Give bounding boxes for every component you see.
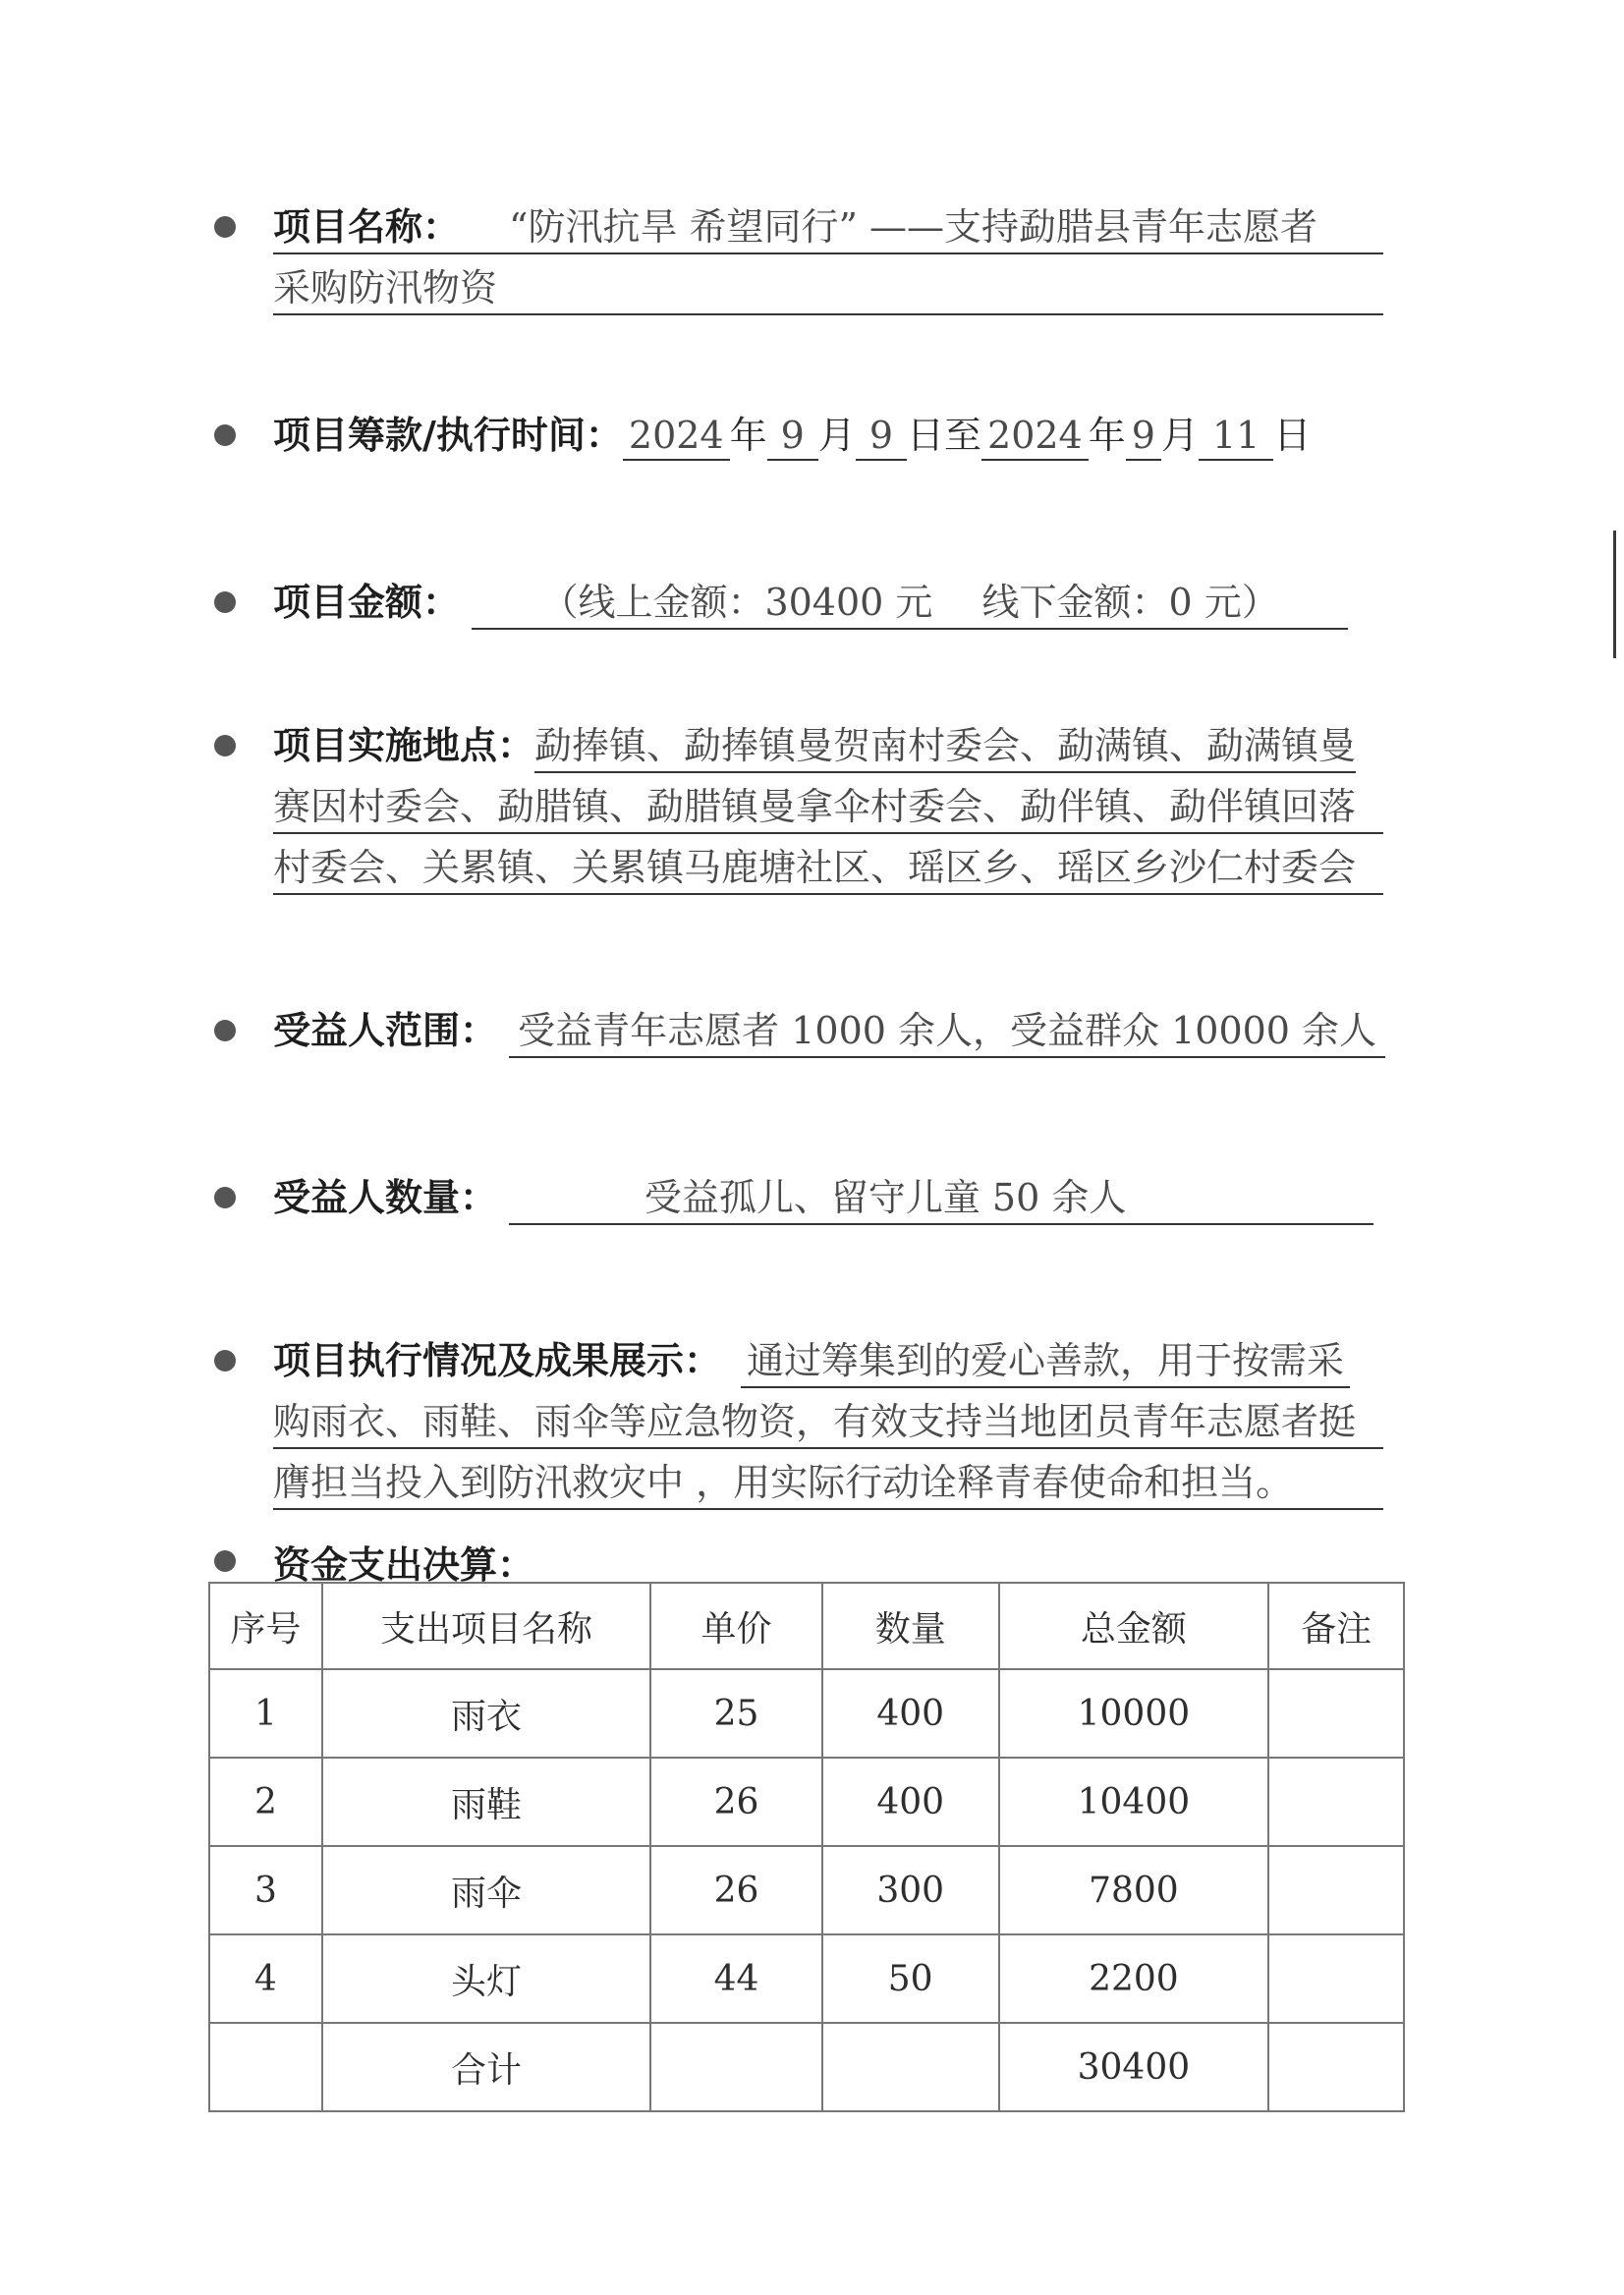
table-row [209,1758,1404,1846]
cell-index: 3 [209,1846,322,1934]
end-month: 9 [1126,414,1161,461]
table-row [209,1846,1404,1934]
cell-unit-price: 26 [650,1846,822,1934]
beneficiary-scope-label: 受益人范围： [273,1008,498,1052]
cell-remarks [1268,1669,1404,1758]
cell-item-name: 雨衣 [322,1669,650,1758]
month-char-2: 月 [1160,414,1199,457]
cell-quantity: 300 [822,1846,999,1934]
cell-index: 2 [209,1758,322,1846]
project-amount-line [273,572,1383,630]
table-header-row [209,1583,1404,1669]
cell-unit-price: 26 [650,1758,822,1846]
execution-label: 项目执行情况及成果展示： [273,1338,722,1382]
header-quantity: 数量 [822,1583,999,1669]
beneficiary-scope-line [273,1000,1383,1058]
project-time-label: 项目筹款/执行时间： [273,413,623,457]
cell-quantity [822,2023,999,2111]
year-char-2: 年 [1088,414,1126,457]
start-day: 9 [856,414,907,461]
cell-quantity: 50 [822,1934,999,2023]
cell-quantity: 400 [822,1669,999,1758]
cell-remarks [1268,1846,1404,1934]
cell-total: 2200 [999,1934,1269,2023]
start-year: 2024 [623,414,730,461]
cell-remarks [1268,1934,1404,2023]
beneficiary-count-line [273,1167,1383,1225]
execution-value-2: 购雨衣、雨鞋、雨伞等应急物资，有效支持当地团员青年志愿者挺 [273,1391,1383,1449]
project-name-value-1: “防汛抗旱 希望同行” ——支持勐腊县青年志愿者 [509,205,1318,249]
execution-value-3: 膺担当投入到防汛救灾中 ，用实际行动诠释青春使命和担当。 [273,1452,1383,1510]
header-item-name: 支出项目名称 [322,1583,650,1669]
beneficiary-scope-value: 受益青年志愿者 1000 余人，受益群众 10000 余人 [509,1000,1385,1058]
header-total: 总金额 [999,1583,1269,1669]
project-amount-value: （线上金额：30400 元 线下金额：0 元） [472,572,1348,630]
month-char-1: 月 [817,414,856,457]
cell-item-name: 雨鞋 [322,1758,650,1846]
execution-value-1: 通过筹集到的爱心善款，用于按需采 [741,1330,1350,1388]
cell-quantity: 400 [822,1758,999,1846]
execution-line-1 [273,1330,1383,1388]
cell-remarks [1268,1758,1404,1846]
cell-index: 4 [209,1934,322,2023]
bullet-icon [214,591,236,613]
project-time-section [214,405,1383,464]
table-row [209,1669,1404,1758]
beneficiary-count-label: 受益人数量： [273,1175,498,1219]
project-location-line-1 [273,715,1383,773]
execution-section [214,1330,1383,1507]
cell-total: 10400 [999,1758,1269,1846]
cell-unit-price [650,2023,822,2111]
bullet-icon [214,1350,236,1371]
header-index: 序号 [209,1583,322,1669]
budget-table [208,1582,1405,2112]
cell-total: 30400 [999,2023,1269,2111]
project-location-value-2: 赛因村委会、勐腊镇、勐腊镇曼拿伞村委会、勐伴镇、勐伴镇回落 [273,776,1383,834]
project-amount-section [214,572,1383,631]
bullet-icon [214,424,236,446]
beneficiary-scope-section [214,1000,1383,1059]
beneficiary-count-value: 受益孤儿、留守儿童 50 余人 [509,1167,1373,1225]
cell-index: 1 [209,1669,322,1758]
beneficiary-count-section [214,1167,1383,1226]
cell-index [209,2023,322,2111]
table-row [209,1934,1404,2023]
budget-section [214,1535,1383,1587]
day-char: 日 [1273,414,1312,457]
header-unit-price: 单价 [650,1583,822,1669]
cell-remarks [1268,2023,1404,2111]
bullet-icon [214,1550,236,1572]
start-month: 9 [767,414,818,461]
project-location-value-3: 村委会、关累镇、关累镇马鹿塘社区、瑶区乡、瑶区乡沙仁村委会 [273,837,1383,895]
table-total-row [209,2023,1404,2111]
project-location-section [214,715,1383,892]
cell-unit-price: 25 [650,1669,822,1758]
project-location-value-1: 勐捧镇、勐捧镇曼贺南村委会、勐满镇、勐满镇曼 [534,715,1356,773]
cell-unit-price: 44 [650,1934,822,2023]
bullet-icon [214,1187,236,1208]
day-to-char: 日至 [907,414,982,457]
project-name-section [214,196,1383,314]
page-scan-edge [1613,531,1616,658]
budget-label: 资金支出决算： [273,1542,535,1587]
end-year: 2024 [981,414,1089,461]
end-day: 11 [1199,414,1273,461]
bullet-icon [214,735,236,756]
header-remarks: 备注 [1268,1583,1404,1669]
project-name-value-2: 采购防汛物资 [273,257,1383,315]
project-time-line [273,405,1383,461]
project-name-label: 项目名称： [273,204,461,249]
project-name-line-1 [273,196,1383,254]
year-char-1: 年 [729,414,767,457]
cell-total: 10000 [999,1669,1269,1758]
bullet-icon [214,1020,236,1041]
cell-item-name: 头灯 [322,1934,650,2023]
project-location-label: 项目实施地点： [273,723,535,767]
cell-total: 7800 [999,1846,1269,1934]
cell-item-name: 合计 [322,2023,650,2111]
project-amount-label: 项目金额： [273,580,461,624]
cell-item-name: 雨伞 [322,1846,650,1934]
bullet-icon [214,216,236,238]
